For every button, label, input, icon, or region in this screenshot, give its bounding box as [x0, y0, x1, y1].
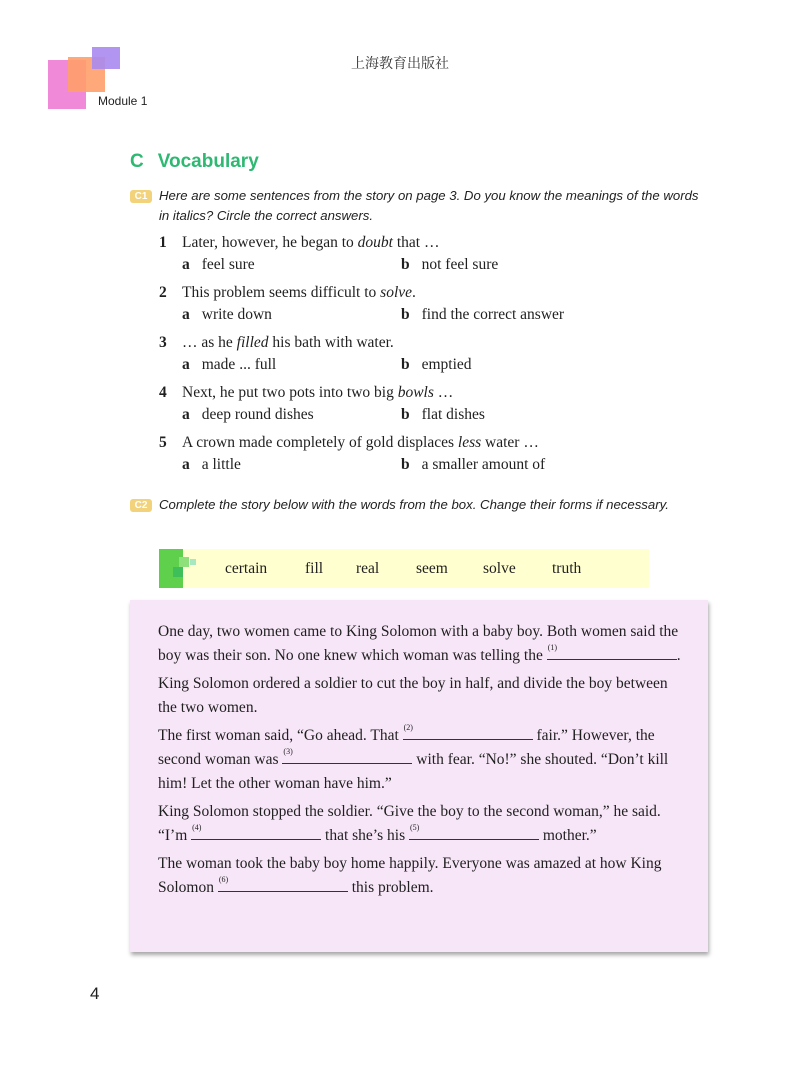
option-b[interactable]: b flat dishes: [401, 406, 485, 423]
question-stem: Next, he put two pots into two big bowls …: [182, 384, 454, 401]
story-text: [158, 620, 688, 904]
question-number: 5: [159, 434, 167, 451]
word-certain: certain: [225, 560, 268, 577]
section-title: [130, 151, 259, 173]
blank-5[interactable]: (5): [409, 825, 539, 840]
story-paragraph: King Solomon ordered a soldier to cut the boy in half, and divide the boy between the two women.: [158, 675, 668, 716]
blank-3[interactable]: (3): [282, 749, 412, 764]
question-number: 3: [159, 334, 167, 351]
blank-1[interactable]: (1): [547, 645, 677, 660]
story-paragraph: One day, two women came to King Solomon with a baby boy. Both women said the boy was their son. No one knew which woman was telling the (1) .: [158, 623, 681, 664]
question-stem: A crown made completely of gold displaces less water …: [182, 434, 539, 451]
question-number: 1: [159, 234, 167, 251]
question-stem: Later, however, he began to doubt that …: [182, 234, 440, 251]
question-stem: This problem seems difficult to solve.: [182, 284, 416, 301]
question-stem: … as he filled his bath with water.: [182, 334, 394, 351]
option-b[interactable]: b not feel sure: [401, 256, 499, 273]
story-paragraph: The woman took the baby boy home happily. Everyone was amazed at how King Solomon (6) this problem.: [158, 855, 662, 896]
story-paragraph: King Solomon stopped the soldier. “Give the boy to the second woman,” he said. “I’m (4) that she’s his (5) mother.”: [158, 803, 661, 844]
option-b[interactable]: b a smaller amount of: [401, 456, 546, 473]
section-letter: C: [130, 151, 144, 172]
option-b[interactable]: b find the correct answer: [401, 306, 565, 323]
option-a[interactable]: a feel sure: [182, 256, 255, 273]
word-box: [159, 549, 649, 588]
word-solve: solve: [483, 560, 516, 577]
word-seem: seem: [416, 560, 448, 577]
blank-4[interactable]: (4): [191, 825, 321, 840]
story-paragraph: The first woman said, “Go ahead. That (2) fair.” However, the second woman was (3) with fear. “No!” she shouted. “Don’t kill him! Let the other woman have him.”: [158, 723, 669, 792]
word-fill: fill: [305, 560, 324, 577]
option-a[interactable]: a a little: [182, 456, 241, 473]
option-a[interactable]: a deep round dishes: [182, 406, 314, 423]
question-number: 4: [159, 384, 167, 401]
section-name: Vocabulary: [157, 151, 259, 172]
blank-2[interactable]: (2): [403, 725, 533, 740]
question-number: 2: [159, 284, 167, 301]
page-number: 4: [90, 984, 100, 1003]
c1-instruction: Here are some sentences from the story on page 3. Do you know the meanings of the words in italics? Circle the correct answers.: [159, 188, 699, 223]
c2-badge: C2: [130, 499, 152, 512]
word-real: real: [356, 560, 380, 577]
blank-6[interactable]: (6): [218, 877, 348, 892]
word-truth: truth: [552, 560, 582, 577]
c2-instruction: Complete the story below with the words from the box. Change their forms if necessary.: [159, 497, 669, 512]
option-a[interactable]: a made ... full: [182, 356, 277, 373]
option-b[interactable]: b emptied: [401, 356, 472, 373]
option-a[interactable]: a write down: [182, 306, 272, 323]
module-label: Module 1: [98, 94, 148, 108]
publisher-name: 上海教育出版社: [351, 56, 449, 72]
c1-badge: C1: [130, 190, 152, 203]
